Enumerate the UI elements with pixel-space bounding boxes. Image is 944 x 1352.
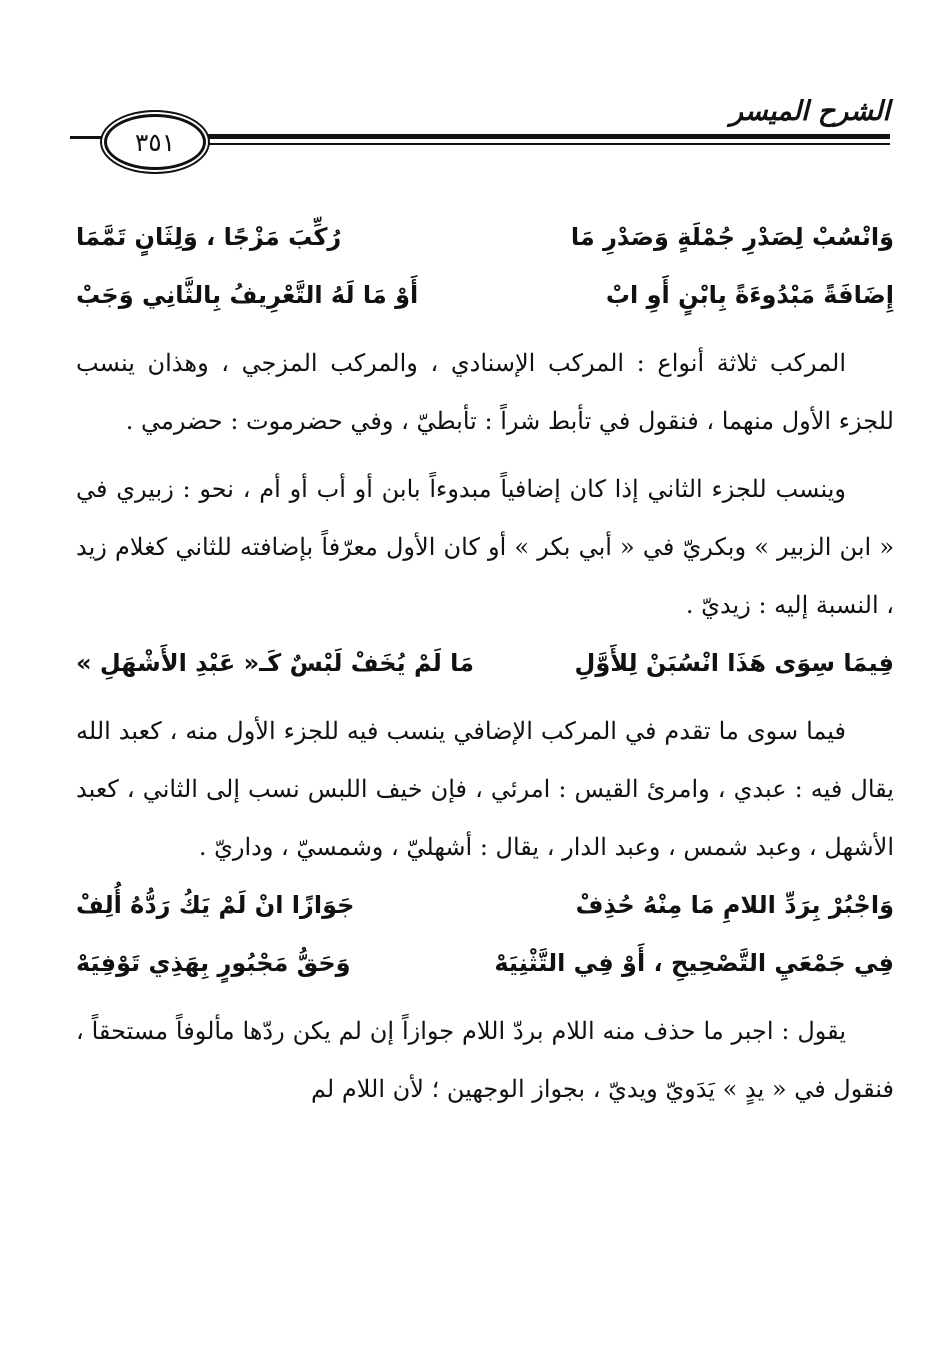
page-body <box>76 208 894 1118</box>
verse-hemistich-right: فِيمَا سِوَى هَذَا انْسُبَنْ لِلأَوَّلِ <box>574 649 894 677</box>
header-rule-thick <box>198 134 890 139</box>
verse-hemistich-right: فِي جَمْعَيِ التَّصْحِيحِ ، أَوْ فِي التَّثْنِيَهْ <box>494 949 894 977</box>
verse-hemistich-left: وَحَقُّ مَجْبُورٍ بِهَذِي تَوْفِيَهْ <box>76 949 351 977</box>
commentary-paragraph: فيما سوى ما تقدم في المركب الإضافي ينسب فيه للجزء الأول منه ، كعبد الله يقال فيه : عبدي ، وامرئ القيس : امرئي ، فإن خيف اللبس نسب إلى الثاني ، كعبد الأشهل ، وعبد شمس ، وعبد الدار ، يقال : أشهليّ ، وشمسيّ ، وداريّ . <box>76 717 894 861</box>
commentary-paragraph: وينسب للجزء الثاني إذا كان إضافياً مبدوءاً بابن أو أب أو أم ، نحو : زبيري في « ابن الزبير » وبكريّ في « أبي بكر » أو كان الأول معرّفاً بإضافته للثاني كغلام زيد ، النسبة إليه : زيديّ . <box>76 475 894 619</box>
verse-hemistich-left: مَا لَمْ يُخَفْ لَبْسٌ كَـ« عَبْدِ الأَشْهَلِ » <box>76 649 475 677</box>
header-rule-thin <box>198 143 890 145</box>
verse-hemistich-right: وَانْسُبْ لِصَدْرِ جُمْلَةٍ وَصَدْرِ مَا <box>570 223 894 251</box>
running-title: الشرح الميسر <box>729 96 890 127</box>
commentary-paragraph: المركب ثلاثة أنواع : المركب الإسنادي ، والمركب المزجي ، وهذان ينسب للجزء الأول منهما ، فنقول في تأبط شراً : تأبطيّ ، وفي حضرموت : حضرمي . <box>76 349 894 435</box>
verse-line <box>76 208 894 266</box>
verse-hemistich-left: جَوَازًا انْ لَمْ يَكُ رَدُّهُ أُلِفْ <box>76 891 355 919</box>
verse-hemistich-left: أَوْ مَا لَهُ التَّعْرِيفُ بِالثَّانِي وَجَبْ <box>76 281 419 309</box>
verse-line <box>76 934 894 992</box>
page-header <box>70 86 890 156</box>
page-number: ٣٥١ <box>104 114 206 170</box>
verse-hemistich-left: رُكِّبَ مَزْجًا ، وَلِثَانٍ تَمَّمَا <box>76 223 342 251</box>
commentary-paragraph: يقول : اجبر ما حذف منه اللام بردّ اللام جوازاً إن لم يكن ردّها مألوفاً مستحقاً ، فنقول في « يدٍ » يَدَويّ ويديّ ، بجواز الوجهين ؛ لأن اللام لم <box>76 1017 894 1103</box>
verse-line <box>76 876 894 934</box>
verse-hemistich-right: وَاجْبُرْ بِرَدِّ اللامِ مَا مِنْهُ حُذِفْ <box>575 891 894 919</box>
verse-hemistich-right: إِضَافَةً مَبْدُوءَةً بِابْنٍ أَوِ ابْ <box>605 281 894 309</box>
verse-line <box>76 634 894 692</box>
verse-line <box>76 266 894 324</box>
